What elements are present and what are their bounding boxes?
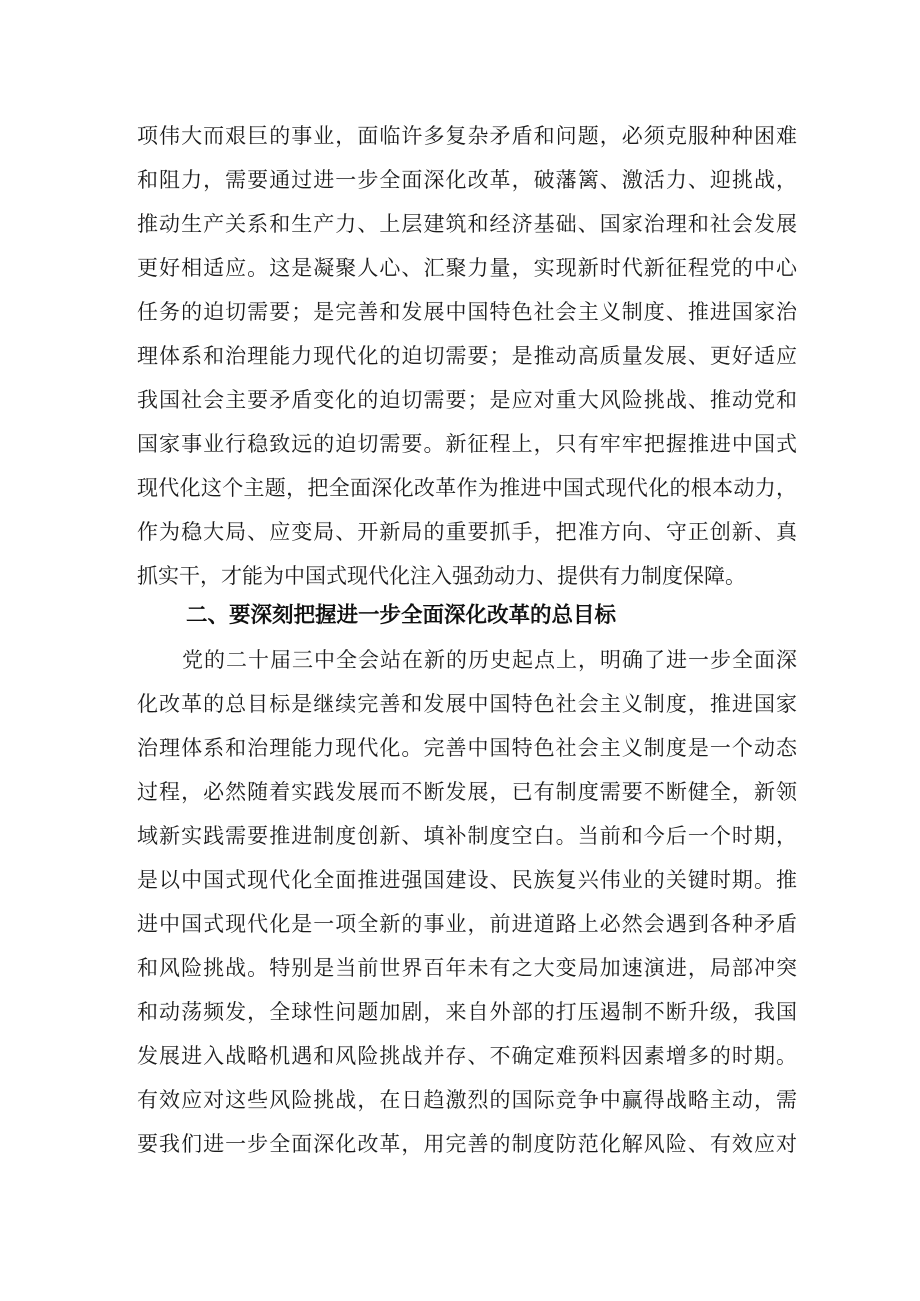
paragraph-line: 抓实干，才能为中国式现代化注入强劲动力、提供有力制度保障。 [137,564,746,588]
paragraph-line: 有效应对这些风险挑战，在日趋激烈的国际竞争中赢得战略主动，需 [137,1088,797,1112]
paragraph-line: 更好相适应。这是凝聚人心、汇聚力量，实现新时代新征程党的中心 [137,256,797,280]
paragraph-line: 进中国式现代化是一项全新的事业，前进道路上必然会遇到各种矛盾 [137,912,797,936]
paragraph-line: 治理体系和治理能力现代化。完善中国特色社会主义制度是一个动态 [137,736,797,760]
paragraph-line: 和风险挑战。特别是当前世界百年未有之大变局加速演进，局部冲突 [137,956,797,980]
paragraph-line: 理体系和治理能力现代化的迫切需要；是推动高质量发展、更好适应 [137,344,797,368]
paragraph-line: 国家事业行稳致远的迫切需要。新征程上，只有牢牢把握推进中国式 [137,432,797,456]
paragraph-first-line: 党的二十届三中全会站在新的历史起点上，明确了进一步全面深 [182,648,797,672]
paragraph-line: 发展进入战略机遇和风险挑战并存、不确定难预料因素增多的时期。 [137,1044,797,1068]
section-heading: 二、要深刻把握进一步全面深化改革的总目标 [186,603,617,628]
paragraph-line: 要我们进一步全面深化改革，用完善的制度防范化解风险、有效应对 [137,1132,797,1156]
paragraph-line: 和动荡频发，全球性问题加剧，来自外部的打压遏制不断升级，我国 [137,1000,797,1024]
paragraph-line: 和阻力，需要通过进一步全面深化改革，破藩篱、激活力、迎挑战， [137,168,797,192]
paragraph-line: 我国社会主要矛盾变化的迫切需要；是应对重大风险挑战、推动党和 [137,388,797,412]
paragraph-line: 项伟大而艰巨的事业，面临许多复杂矛盾和问题，必须克服种种困难 [137,124,797,148]
paragraph-line: 作为稳大局、应变局、开新局的重要抓手，把准方向、守正创新、真 [137,520,797,544]
paragraph-line: 域新实践需要推进制度创新、填补制度空白。当前和今后一个时期， [137,824,797,848]
paragraph-line: 推动生产关系和生产力、上层建筑和经济基础、国家治理和社会发展 [137,212,797,236]
paragraph-line: 现代化这个主题，把全面深化改革作为推进中国式现代化的根本动力， [137,476,797,500]
paragraph-line: 化改革的总目标是继续完善和发展中国特色社会主义制度，推进国家 [137,692,797,716]
paragraph-line: 是以中国式现代化全面推进强国建设、民族复兴伟业的关键时期。推 [137,868,797,892]
paragraph-line: 任务的迫切需要；是完善和发展中国特色社会主义制度、推进国家治 [137,300,797,324]
paragraph-line: 过程，必然随着实践发展而不断发展，已有制度需要不断健全，新领 [137,780,797,804]
